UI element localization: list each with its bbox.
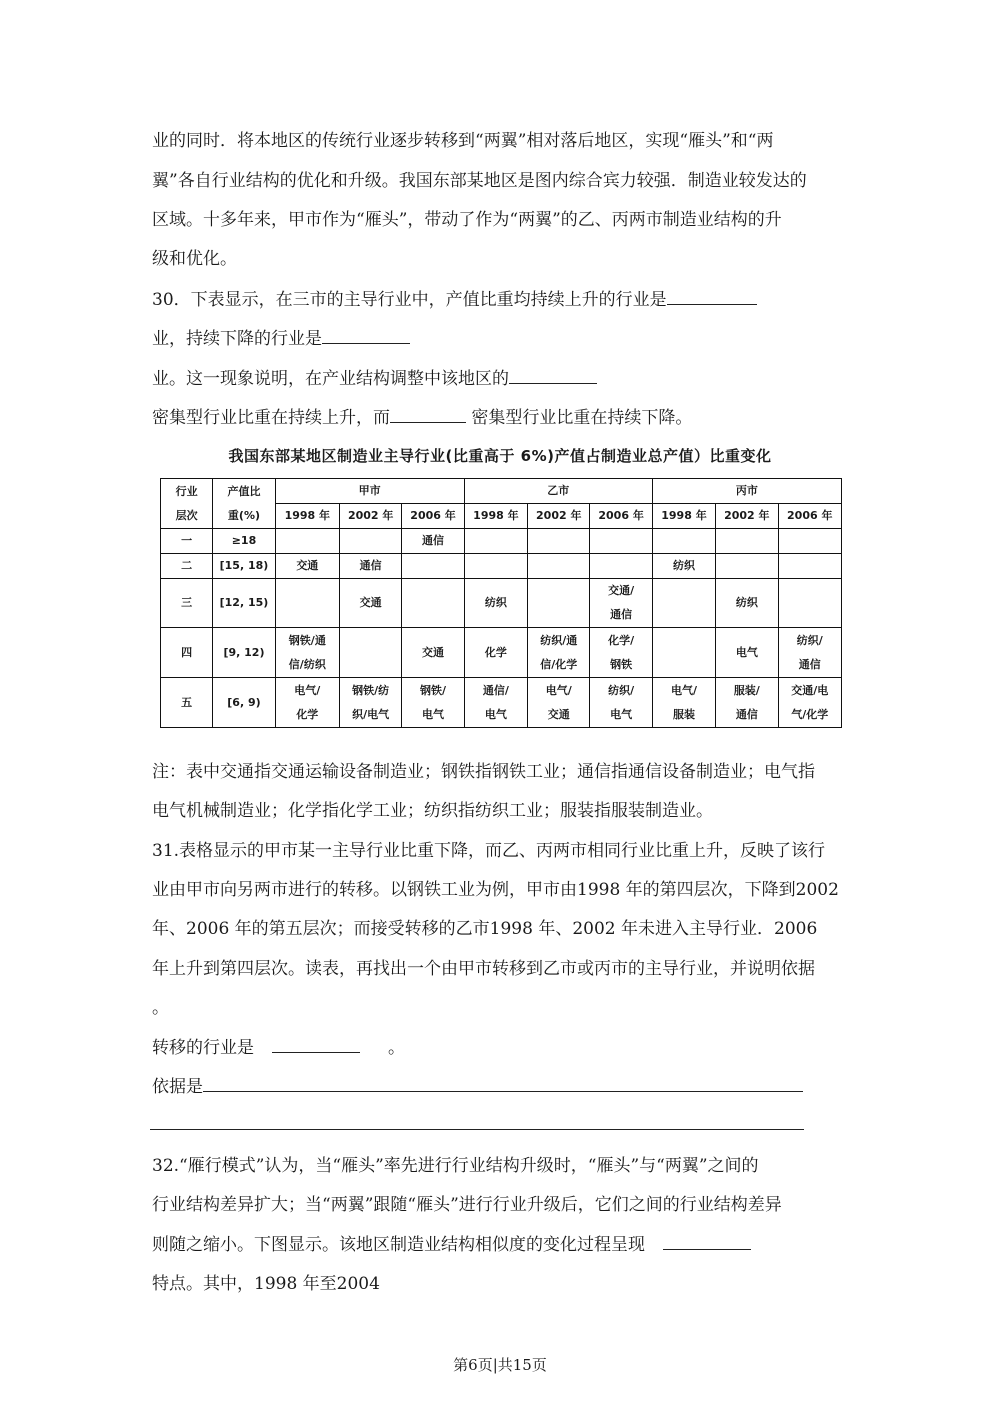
table-cell (275, 554, 339, 579)
q31-industry-line (152, 1036, 405, 1059)
cell-text: 化学/ (608, 633, 635, 647)
q30-line-3 (152, 367, 597, 390)
q30-line-4 (152, 406, 692, 429)
q30-blank-4[interactable] (390, 406, 466, 423)
header-ratio-text: 重(%) (227, 508, 260, 522)
table-cell (590, 678, 652, 728)
q31-line-2: 业由甲市向另两市进行的转移。以钢铁工业为例，甲市由1998 年的第四层次，下降到2002 (152, 880, 839, 900)
cell-text: 电气/ (294, 683, 321, 697)
cell-text: 纺织 (735, 596, 758, 609)
q30-blank-3[interactable] (509, 367, 597, 384)
cell-text: 通信 (359, 559, 382, 572)
cell-text: 信/化学 (540, 657, 578, 671)
q31-line-5: 。 (152, 998, 169, 1018)
table-cell (528, 678, 590, 728)
cell-text: 纺织/通 (540, 633, 578, 647)
cell-text: 化学 (296, 707, 319, 721)
header-city-1: 甲市 (275, 479, 464, 504)
table-cell (590, 554, 652, 579)
table-cell (340, 554, 402, 579)
table-cell (590, 628, 652, 678)
table-cell (716, 579, 778, 628)
cell-text: 服装 (672, 707, 695, 721)
cell-text: 交通 (296, 559, 319, 572)
header-year: 1998 年 (275, 504, 339, 529)
cell-text: 电气 (422, 707, 445, 721)
table-cell (340, 579, 402, 628)
table-cell (464, 529, 527, 554)
table-cell (716, 678, 778, 728)
q30-text-3: 业。这一现象说明，在产业结构调整中该地区的 (152, 369, 509, 389)
cell-text: 交通/ (608, 584, 635, 597)
cell-text: 信/纺织 (288, 657, 326, 671)
header-year: 2006 年 (402, 504, 464, 529)
cell-text: 纺织/ (608, 683, 635, 697)
page-footer: 第6页|共15页 (453, 1356, 547, 1374)
q30-line-1 (152, 288, 757, 311)
table-cell (464, 678, 527, 728)
table-cell (340, 678, 402, 728)
cell-text: 通信 (422, 534, 445, 547)
table-cell (275, 678, 339, 728)
table-cell (402, 579, 464, 628)
header-year: 2002 年 (340, 504, 402, 529)
q31-basis-line (152, 1075, 803, 1098)
q31-industry-label: 转移的行业是 (152, 1038, 254, 1058)
table-cell (716, 529, 778, 554)
row-range: [6, 9) (213, 678, 275, 728)
table-cell (778, 628, 842, 678)
cell-text: 电气 (735, 645, 758, 659)
cell-text: 气/化学 (791, 707, 829, 721)
industry-table (160, 478, 842, 728)
q30-blank-1[interactable] (667, 288, 757, 305)
q32-line-1: 32.“雁行模式”认为，当“雁头”率先进行行业结构升级时，“雁头”与“两翼”之间的 (152, 1156, 759, 1176)
q31-line-4: 年上升到第四层次。读表，再找出一个由甲市转移到乙市或丙市的主导行业，并说明依据 (152, 959, 815, 979)
table-cell (778, 554, 842, 579)
table-cell (778, 579, 842, 628)
table-cell (402, 529, 464, 554)
cell-text: 电气 (610, 707, 633, 721)
q31-basis-blank[interactable] (203, 1075, 803, 1092)
q30-text-4b: 密集型行业比重在持续下降。 (466, 408, 693, 428)
q30-text-2: 业，持续下降的行业是 (152, 329, 322, 349)
table-cell (340, 529, 402, 554)
header-year: 2002 年 (716, 504, 778, 529)
row-level: 三 (161, 579, 213, 628)
table-cell (716, 554, 778, 579)
row-level: 五 (161, 678, 213, 728)
cell-text: 服装/ (733, 683, 760, 697)
table-cell (652, 579, 715, 628)
table-cell (275, 529, 339, 554)
table-row (161, 628, 842, 678)
cell-text: 钢铁/ (420, 683, 447, 697)
header-level-text: 层次 (175, 508, 198, 522)
header-ratio-text: 产值比 (227, 484, 261, 498)
cell-text: 交通 (422, 645, 445, 659)
table-cell (590, 579, 652, 628)
cell-text: 钢铁/纺 (352, 683, 390, 697)
table-cell (464, 628, 527, 678)
row-range: ≥18 (213, 529, 275, 554)
cell-text: 交通 (547, 707, 570, 721)
header-city-2: 乙市 (464, 479, 652, 504)
header-level-text: 行业 (175, 484, 198, 498)
table-cell (652, 554, 715, 579)
table-cell (528, 554, 590, 579)
q30-blank-2[interactable] (322, 327, 410, 344)
q32-line-4: 特点。其中，1998 年至2004 (152, 1274, 380, 1294)
row-range: [12, 15) (213, 579, 275, 628)
table-cell (528, 579, 590, 628)
table-cell (464, 579, 527, 628)
cell-text: 通信 (735, 707, 758, 721)
table-cell (778, 678, 842, 728)
table-cell (275, 579, 339, 628)
intro-line-2: 翼”各自行业结构的优化和升级。我国东部某地区是图内综合宾力较强．制造业较发达的 (152, 171, 807, 191)
table-cell (340, 628, 402, 678)
row-level: 二 (161, 554, 213, 579)
cell-text: 交通 (359, 596, 382, 609)
row-range: [9, 12) (213, 628, 275, 678)
q30-text-1: 30．下表显示，在三市的主导行业中，产值比重均持续上升的行业是 (152, 290, 667, 310)
cell-text: 纺织/ (796, 633, 823, 647)
header-year: 1998 年 (652, 504, 715, 529)
table-row (161, 529, 842, 554)
q31-basis-label: 依据是 (152, 1077, 203, 1097)
cell-text: 纺织 (672, 559, 695, 572)
cell-text: 化学 (484, 645, 507, 659)
cell-text: 通信/ (482, 683, 509, 697)
header-level-cell (161, 479, 213, 529)
table-cell (528, 628, 590, 678)
q31-line-3: 年、2006 年的第五层次；而接受转移的乙市1998 年、2002 年未进入主导行业．2006 (152, 919, 818, 939)
table-row (161, 678, 842, 728)
row-range: [15, 18) (213, 554, 275, 579)
q31-industry-blank[interactable] (272, 1036, 360, 1053)
cell-text: 电气/ (670, 683, 697, 697)
header-year: 2002 年 (528, 504, 590, 529)
table-cell (652, 529, 715, 554)
cell-text: 交通/电 (791, 683, 829, 697)
table-cell (402, 554, 464, 579)
table-cell (528, 529, 590, 554)
table-cell (778, 529, 842, 554)
q31-industry-end: 。 (388, 1038, 405, 1058)
table-cell (652, 678, 715, 728)
table-header-row-1 (161, 479, 842, 504)
intro-line-4: 级和优化。 (152, 249, 237, 269)
header-ratio-cell (213, 479, 275, 529)
q31-answer-rule[interactable] (150, 1129, 804, 1130)
header-year: 1998 年 (464, 504, 527, 529)
intro-line-3: 区域。十多年来，甲市作为“雁头”，带动了作为“两翼”的乙、丙两市制造业结构的升 (152, 210, 782, 230)
cell-text: 纺织 (484, 596, 507, 609)
cell-text: 电气 (484, 707, 507, 721)
q32-line-2: 行业结构差异扩大；当“两翼”跟随“雁头”进行行业升级后，它们之间的行业结构差异 (152, 1195, 782, 1215)
table-cell (590, 529, 652, 554)
q32-text-3: 则随之缩小。下图显示。该地区制造业结构相似度的变化过程呈现 (152, 1235, 645, 1255)
q32-blank[interactable] (663, 1233, 751, 1250)
cell-text: 电气/ (545, 683, 572, 697)
table-cell (716, 628, 778, 678)
q30-line-2 (152, 327, 410, 350)
table-cell (402, 678, 464, 728)
header-city-3: 丙市 (652, 479, 841, 504)
cell-text: 通信 (610, 608, 633, 621)
note-line-2: 电气机械制造业；化学指化学工业；纺织指纺织工业；服装指服装制造业。 (152, 801, 713, 821)
row-level: 一 (161, 529, 213, 554)
header-year: 2006 年 (590, 504, 652, 529)
q31-line-1: 31.表格显示的甲市某一主导行业比重下降，而乙、丙两市相同行业比重上升，反映了该行 (152, 841, 826, 861)
table-row (161, 579, 842, 628)
note-line-1: 注：表中交通指交通运输设备制造业；钢铁指钢铁工业；通信指通信设备制造业；电气指 (152, 762, 815, 782)
cell-text: 通信 (798, 657, 821, 671)
cell-text: 织/电气 (352, 707, 390, 721)
intro-line-1: 业的同时．将本地区的传统行业逐步转移到“两翼”相对落后地区，实现“雁头”和“两 (152, 131, 774, 151)
table-row (161, 554, 842, 579)
q30-text-4a: 密集型行业比重在持续上升，而 (152, 408, 390, 428)
q32-line-3 (152, 1233, 751, 1256)
table-cell (275, 628, 339, 678)
cell-text: 钢铁/通 (288, 633, 326, 647)
header-year: 2006 年 (778, 504, 842, 529)
cell-text: 钢铁 (610, 657, 633, 671)
table-cell (402, 628, 464, 678)
table-cell (464, 554, 527, 579)
row-level: 四 (161, 628, 213, 678)
table-title: 我国东部某地区制造业主导行业(比重高于 6%)产值占制造业总产值）比重变化 (228, 447, 772, 465)
table-cell (652, 628, 715, 678)
